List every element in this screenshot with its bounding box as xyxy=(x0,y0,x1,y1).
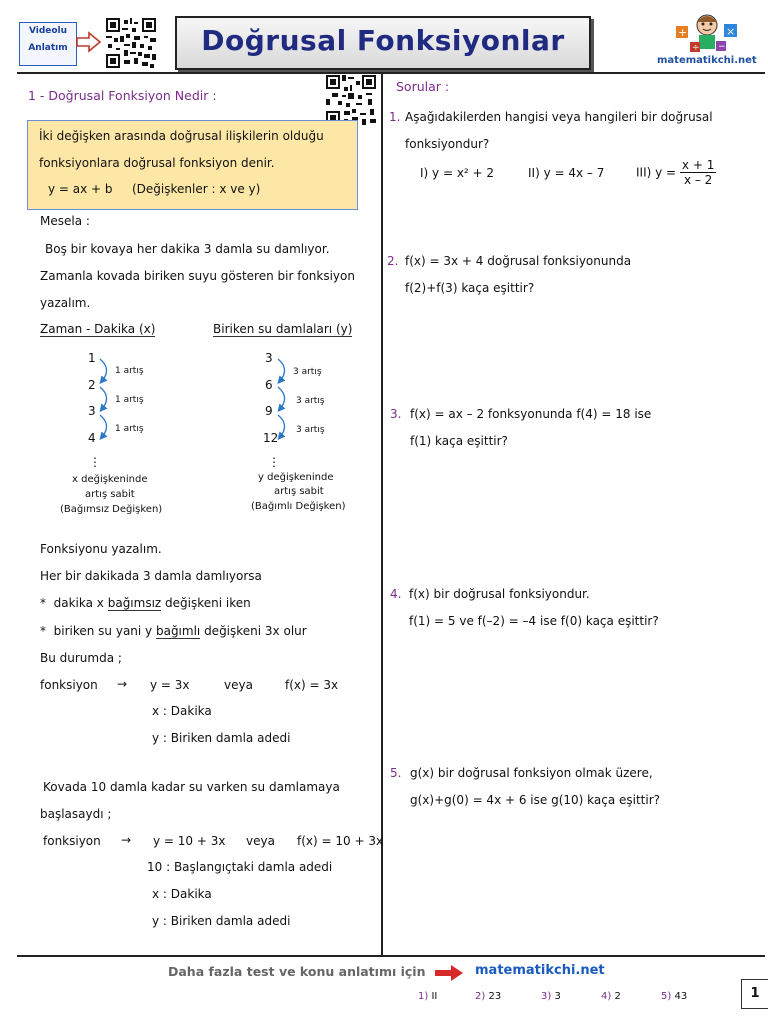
bullet-text: değişkeni iken xyxy=(161,596,251,610)
function-equation: y = 10 + 3x xyxy=(153,834,226,848)
bullet-text: * dakika x xyxy=(40,596,108,610)
y-step-label: 3 artış xyxy=(296,396,325,406)
question-number: 4. xyxy=(390,587,402,601)
fraction-denominator: x – 2 xyxy=(683,173,713,187)
answer-key-item xyxy=(541,991,561,1002)
x-value: 4 xyxy=(88,431,96,445)
variable-x-note: x : Dakika xyxy=(152,887,212,901)
x-step-label: 1 artış xyxy=(115,395,144,405)
option-i: I) y = x² + 2 xyxy=(420,166,495,180)
y-note-line: artış sabit xyxy=(274,486,324,497)
constant-note: 10 : Başlangıçtaki damla adedi xyxy=(147,860,333,874)
question-text: f(x) = ax – 2 fonksyonunda f(4) = 18 ise xyxy=(410,407,652,421)
bullet-independent xyxy=(40,596,251,610)
x-note-line: artış sabit xyxy=(85,489,135,500)
function-equation: y = 3x xyxy=(150,678,190,692)
function-fx: f(x) = 10 + 3x xyxy=(297,834,384,848)
bullet-text: değişkeni 3x olur xyxy=(200,624,307,638)
option-ii: II) y = 4x – 7 xyxy=(528,166,605,180)
x-step-arrows-icon xyxy=(98,357,114,441)
x-note-line: x değişkeninde xyxy=(72,474,148,485)
y-step-label: 3 artış xyxy=(293,367,322,377)
arrow-right-icon xyxy=(76,31,102,53)
paragraph-line: başlasaydı ; xyxy=(40,807,112,821)
question-number: 3. xyxy=(390,407,402,421)
question-text: f(1) kaça eşittir? xyxy=(410,434,508,448)
answer-key-item xyxy=(418,991,437,1002)
answer-value: 23 xyxy=(488,991,502,1002)
svg-text:+: + xyxy=(678,26,688,39)
footer-divider xyxy=(17,955,765,957)
y-value: 9 xyxy=(265,404,273,418)
answer-number: 2) xyxy=(475,991,486,1002)
underlined-term: bağımlı xyxy=(155,624,201,638)
question-text: Aşağıdakilerden hangisi veya hangileri bir doğrusal xyxy=(405,110,713,124)
paragraph-line: Kovada 10 damla kadar su varken su damlamaya xyxy=(43,780,340,794)
question-number: 1. xyxy=(389,110,401,124)
x-step-label: 1 artış xyxy=(115,366,144,376)
page-title: Doğrusal Fonksiyonlar xyxy=(201,24,565,57)
question-text: fonksiyondur? xyxy=(405,137,490,151)
function-label: fonksiyon xyxy=(40,678,98,692)
paragraph-line: Her bir dakikada 3 damla damlıyorsa xyxy=(40,569,262,583)
option-iii xyxy=(636,158,716,187)
question-text: f(1) = 5 ve f(–2) = –4 ise f(0) kaça eşittir? xyxy=(409,614,659,628)
bullet-dependent xyxy=(40,624,307,638)
definition-line1: İki değişken arasında doğrusal ilişkilerin olduğu xyxy=(39,129,324,143)
y-value: 12 xyxy=(263,431,279,445)
bullet-text: * biriken su yani y xyxy=(40,624,156,638)
y-note-line: y değişkeninde xyxy=(258,472,334,483)
variable-y-note: y : Biriken damla adedi xyxy=(152,731,291,745)
questions-heading: Sorular : xyxy=(396,79,450,94)
x-note-line: (Bağımsız Değişken) xyxy=(60,504,163,515)
variable-x-note: x : Dakika xyxy=(152,704,212,718)
y-dots: ⋮ xyxy=(268,455,280,469)
option-iii-prefix: III) y = xyxy=(636,165,677,180)
svg-text:−: − xyxy=(718,42,726,52)
question-text: g(x)+g(0) = 4x + 6 ise g(10) kaça eşittir? xyxy=(410,793,661,807)
veya-label: veya xyxy=(224,678,253,692)
y-value: 6 xyxy=(265,378,273,392)
question-text: f(x) = 3x + 4 doğrusal fonksiyonunda xyxy=(405,254,632,268)
paragraph-line: Fonksiyonu yazalım. xyxy=(40,542,162,556)
answer-value: 3 xyxy=(554,991,561,1002)
column-divider xyxy=(381,72,383,957)
question-text: f(x) bir doğrusal fonksiyondur. xyxy=(409,587,590,601)
definition-line2: fonksiyonlara doğrusal fonksiyon denir. xyxy=(39,156,275,170)
answer-key-item xyxy=(601,991,621,1002)
fraction xyxy=(680,158,716,187)
column-x-header: Zaman - Dakika (x) xyxy=(40,322,156,336)
question-text: g(x) bir doğrusal fonksiyon olmak üzere, xyxy=(410,766,653,780)
answer-value: 43 xyxy=(674,991,688,1002)
answer-number: 5) xyxy=(661,991,672,1002)
mesela-label: Mesela : xyxy=(40,214,90,228)
answer-key-item xyxy=(475,991,501,1002)
example-line3: yazalım. xyxy=(40,296,91,310)
answer-number: 4) xyxy=(601,991,612,1002)
definition-note: (Değişkenler : x ve y) xyxy=(132,182,261,196)
footer-site-link[interactable]: matematikchi.net xyxy=(475,963,605,978)
x-dots: ⋮ xyxy=(89,455,101,469)
y-step-label: 3 artış xyxy=(296,425,325,435)
arrow-right-icon: → xyxy=(121,833,132,847)
answer-key-item xyxy=(661,991,687,1002)
video-label-line1: Videolu xyxy=(28,26,68,36)
title-banner xyxy=(175,16,591,70)
x-value: 1 xyxy=(88,351,96,365)
function-fx: f(x) = 3x xyxy=(285,678,339,692)
y-note-line: (Bağımlı Değişken) xyxy=(251,501,346,512)
definition-formula: y = ax + b xyxy=(48,182,113,196)
example-line2: Zamanla kovada biriken suyu gösteren bir fonksiyon xyxy=(40,269,355,283)
column-y-header: Biriken su damlaları (y) xyxy=(213,322,353,336)
qr-code-section[interactable] xyxy=(326,75,376,125)
page-number: 1 xyxy=(741,979,768,1009)
function-label: fonksiyon xyxy=(43,834,101,848)
qr-code-video[interactable] xyxy=(106,18,156,68)
video-label-box[interactable] xyxy=(19,22,77,66)
variable-y-note: y : Biriken damla adedi xyxy=(152,914,291,928)
x-step-label: 1 artış xyxy=(115,424,144,434)
svg-text:×: × xyxy=(726,25,736,38)
paragraph-line: Bu durumda ; xyxy=(40,651,122,665)
definition-box xyxy=(27,120,358,210)
arrow-right-icon: → xyxy=(117,677,128,691)
arrow-right-icon xyxy=(434,964,464,982)
question-number: 5. xyxy=(390,766,402,780)
underlined-term: bağımsız xyxy=(107,596,162,610)
video-label-line2: Anlatım xyxy=(28,43,68,53)
x-value: 3 xyxy=(88,404,96,418)
answer-value: II xyxy=(431,991,438,1002)
section-title: 1 - Doğrusal Fonksiyon Nedir : xyxy=(28,88,217,103)
question-text: f(2)+f(3) kaça eşittir? xyxy=(405,281,535,295)
svg-text:÷: ÷ xyxy=(692,43,700,53)
example-line1: Boş bir kovaya her dakika 3 damla su damlıyor. xyxy=(45,242,330,256)
x-value: 2 xyxy=(88,378,96,392)
veya-label: veya xyxy=(246,834,275,848)
answer-number: 1) xyxy=(418,991,429,1002)
answer-number: 3) xyxy=(541,991,552,1002)
fraction-numerator: x + 1 xyxy=(681,158,715,172)
answer-value: 2 xyxy=(614,991,621,1002)
y-step-arrows-icon xyxy=(276,357,292,441)
header-divider xyxy=(17,72,765,74)
footer-promo-text: Daha fazla test ve konu anlatımı için xyxy=(168,964,426,979)
site-logo-text[interactable]: matematikchi.net xyxy=(657,55,757,66)
mascot-logo-icon xyxy=(672,10,742,56)
question-number: 2. xyxy=(387,254,399,268)
y-value: 3 xyxy=(265,351,273,365)
